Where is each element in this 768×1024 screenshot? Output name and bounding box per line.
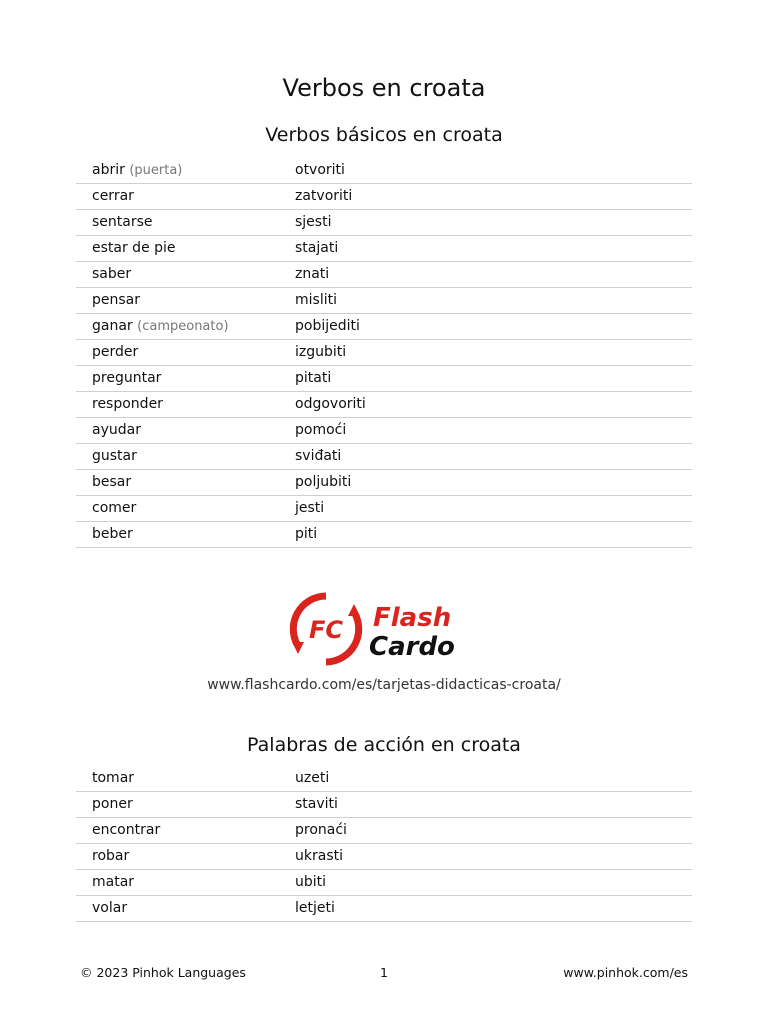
croatian-word: poljubiti: [295, 474, 352, 490]
spanish-term: [92, 240, 176, 256]
spanish-word: pensar: [92, 292, 141, 308]
croatian-word: ubiti: [295, 874, 327, 890]
spanish-word: saber: [92, 266, 132, 282]
vocab-row: [76, 184, 692, 210]
logo-text-flash: Flash: [373, 603, 452, 633]
spanish-word: encontrar: [92, 822, 161, 838]
croatian-word: pitati: [295, 370, 332, 386]
croatian-word: pobijediti: [295, 318, 360, 334]
flashcardo-mark-icon: [292, 596, 360, 662]
croatian-word: odgovoriti: [295, 396, 366, 412]
spanish-word: tomar: [92, 770, 135, 786]
spanish-term: [92, 500, 136, 516]
spanish-term: [92, 318, 229, 334]
vocab-row: [76, 392, 692, 418]
vocab-row: [76, 496, 692, 522]
vocab-row: [76, 236, 692, 262]
vocab-row: [76, 818, 692, 844]
spanish-term: [92, 370, 161, 386]
croatian-word: stajati: [295, 240, 339, 256]
croatian-word: pomoći: [295, 422, 347, 438]
spanish-term: [92, 900, 127, 916]
spanish-word: matar: [92, 874, 135, 890]
spanish-word: volar: [92, 900, 128, 916]
croatian-word: piti: [295, 526, 318, 542]
flashcardo-logo: [289, 592, 479, 666]
vocab-row: [76, 210, 692, 236]
spanish-term: [92, 188, 134, 204]
croatian-word: zatvoriti: [295, 188, 353, 204]
logo-text-cardo: Cardo: [369, 632, 455, 662]
vocab-row: [76, 288, 692, 314]
spanish-term: [92, 526, 133, 542]
spanish-word: gustar: [92, 448, 137, 464]
croatian-word: izgubiti: [295, 344, 347, 360]
croatian-word: sviđati: [295, 448, 342, 464]
spanish-word: beber: [92, 526, 133, 542]
spanish-term: [92, 848, 129, 864]
vocab-row: [76, 470, 692, 496]
spanish-term: [92, 874, 134, 890]
vocab-row: [76, 262, 692, 288]
spanish-word: ganar: [92, 318, 133, 334]
croatian-word: misliti: [295, 292, 337, 308]
spanish-term: [92, 796, 133, 812]
section-title-action-words: Palabras de acción en croata: [247, 734, 521, 756]
spanish-word: responder: [92, 396, 163, 412]
spanish-term: [92, 448, 137, 464]
vocab-row: [76, 844, 692, 870]
spanish-note: (puerta): [129, 163, 183, 178]
spanish-word: comer: [92, 500, 137, 516]
spanish-word: poner: [92, 796, 133, 812]
spanish-term: [92, 822, 160, 838]
vocab-row: [76, 158, 692, 184]
spanish-word: cerrar: [92, 188, 134, 204]
spanish-word: estar de pie: [92, 240, 176, 256]
vocab-row: [76, 444, 692, 470]
croatian-word: pronaći: [295, 822, 347, 838]
spanish-word: abrir: [92, 162, 125, 178]
spanish-word: perder: [92, 344, 139, 360]
page-title: Verbos en croata: [282, 74, 486, 102]
spanish-word: sentarse: [92, 214, 153, 230]
croatian-word: sjesti: [295, 214, 332, 230]
vocab-row: [76, 522, 692, 548]
croatian-word: otvoriti: [295, 162, 345, 178]
croatian-word: jesti: [295, 500, 325, 516]
vocab-table-action-words: [76, 766, 692, 922]
spanish-term: [92, 344, 138, 360]
spanish-term: [92, 474, 131, 490]
spanish-note: (campeonato): [137, 319, 229, 334]
vocab-table-basic-verbs: [76, 158, 692, 548]
footer-page-number: 1: [380, 965, 388, 980]
vocab-row: [76, 896, 692, 922]
vocab-row: [76, 366, 692, 392]
spanish-term: [92, 266, 131, 282]
footer-website-link[interactable]: www.pinhok.com/es: [563, 965, 688, 980]
section-title-basic-verbs: Verbos básicos en croata: [265, 124, 503, 146]
croatian-word: uzeti: [295, 770, 330, 786]
croatian-word: letjeti: [295, 900, 335, 916]
logo-mark-text: FC: [308, 616, 344, 644]
spanish-word: besar: [92, 474, 132, 490]
vocab-row: [76, 870, 692, 896]
vocab-row: [76, 340, 692, 366]
spanish-term: [92, 214, 153, 230]
spanish-word: ayudar: [92, 422, 141, 438]
spanish-term: [92, 422, 141, 438]
croatian-word: staviti: [295, 796, 338, 812]
croatian-word: ukrasti: [295, 848, 343, 864]
vocab-row: [76, 766, 692, 792]
spanish-term: [92, 396, 163, 412]
flashcardo-url-link[interactable]: www.flashcardo.com/es/tarjetas-didacticas-croata/: [207, 677, 561, 693]
vocab-row: [76, 792, 692, 818]
vocab-row: [76, 314, 692, 340]
croatian-word: znati: [295, 266, 330, 282]
spanish-term: [92, 162, 182, 178]
spanish-term: [92, 770, 134, 786]
footer-copyright: © 2023 Pinhok Languages: [80, 965, 246, 980]
spanish-term: [92, 292, 140, 308]
vocab-row: [76, 418, 692, 444]
spanish-word: preguntar: [92, 370, 162, 386]
spanish-word: robar: [92, 848, 130, 864]
